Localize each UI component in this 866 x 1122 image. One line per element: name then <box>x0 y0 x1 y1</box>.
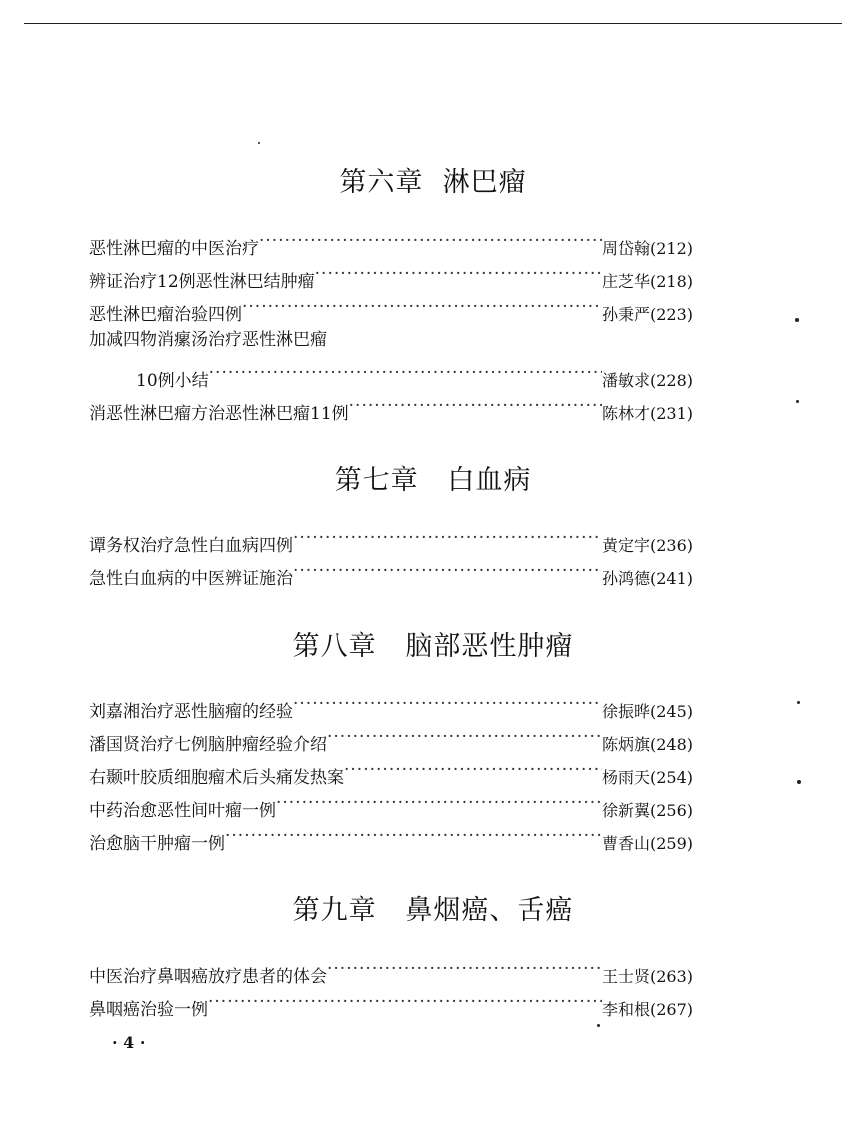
toc-entry[interactable] <box>89 823 693 854</box>
leader-dots <box>349 393 602 419</box>
chapter-title: 第七章 白血病 <box>334 465 532 496</box>
leader-dots <box>259 228 602 254</box>
entry-title: 鼻咽癌治验一例 <box>89 1000 208 1020</box>
entry-page: (245) <box>649 702 693 721</box>
entry-author: 陈炳旗 <box>601 735 650 754</box>
entry-page: (259) <box>649 834 693 853</box>
toc-entry[interactable] <box>89 790 693 821</box>
leader-dots <box>276 790 602 816</box>
entry-author: 黄定宇 <box>601 536 650 555</box>
toc-entry[interactable] <box>89 558 693 589</box>
leader-dots <box>242 294 602 320</box>
entry-page: (228) <box>649 371 693 390</box>
entry-author: 孙鸿德 <box>601 569 650 588</box>
entry-title: 右颞叶胶质细胞瘤术后头痛发热案 <box>89 768 344 788</box>
entry-page: (241) <box>649 569 693 588</box>
entry-title: 谭务权治疗急性白血病四例 <box>89 536 293 556</box>
leader-dots <box>293 691 602 717</box>
chapter-title: 第六章 淋巴瘤 <box>339 167 527 198</box>
entry-title: 中药治愈恶性间叶瘤一例 <box>89 801 276 821</box>
entry-author: 潘敏求 <box>601 371 650 390</box>
toc-entry[interactable] <box>89 525 693 556</box>
toc-entry[interactable] <box>89 691 693 722</box>
entry-page: (267) <box>649 1000 693 1019</box>
entry-page: (263) <box>649 967 693 986</box>
entry-title: 中医治疗鼻咽癌放疗患者的体会 <box>89 967 327 987</box>
entry-author: 李和根 <box>601 1000 650 1019</box>
leader-dots <box>344 757 602 783</box>
entry-page: (231) <box>649 404 693 423</box>
page-number: · 4 · <box>112 1033 146 1052</box>
entry-title: 治愈脑干肿瘤一例 <box>89 834 225 854</box>
entry-title: 急性白血病的中医辨证施治 <box>89 569 293 589</box>
toc-entry[interactable] <box>136 360 693 391</box>
leader-dots <box>293 525 602 551</box>
leader-dots <box>225 823 602 849</box>
leader-dots <box>327 724 602 750</box>
entry-page: (218) <box>649 272 693 291</box>
toc-entry[interactable] <box>89 294 693 325</box>
entry-author: 孙秉严 <box>601 305 650 324</box>
entry-author: 王士贤 <box>601 967 650 986</box>
entry-author: 曹香山 <box>601 834 650 853</box>
toc-entry[interactable] <box>89 724 693 755</box>
entry-title: 10例小结 <box>136 371 209 391</box>
entry-page: (248) <box>649 735 693 754</box>
leader-dots <box>327 956 602 982</box>
entry-title: 恶性淋巴瘤的中医治疗 <box>89 239 259 259</box>
entry-page: (254) <box>649 768 693 787</box>
entry-author: 陈林才 <box>601 404 650 423</box>
scan-speck <box>797 701 800 704</box>
leader-dots <box>208 989 602 1015</box>
leader-dots <box>293 558 602 584</box>
toc-entry[interactable] <box>89 261 693 292</box>
toc-entry[interactable] <box>89 757 693 788</box>
entry-author: 徐振晔 <box>601 702 650 721</box>
toc-entry[interactable] <box>89 989 693 1020</box>
chapter-title: 第八章 脑部恶性肿瘤 <box>292 631 574 662</box>
entry-title: 消恶性淋巴瘤方治恶性淋巴瘤11例 <box>89 404 349 424</box>
entry-title: 潘国贤治疗七例脑肿瘤经验介绍 <box>89 735 327 755</box>
top-rule <box>24 23 842 24</box>
entry-page: (212) <box>649 239 693 258</box>
toc-entry[interactable] <box>89 956 693 987</box>
entry-title: 恶性淋巴瘤治验四例 <box>89 305 242 325</box>
toc-entry[interactable] <box>89 228 693 259</box>
entry-author: 杨雨天 <box>601 768 650 787</box>
scan-speck <box>797 780 801 784</box>
entry-author: 庄芝华 <box>601 272 650 291</box>
entry-page: (223) <box>649 305 693 324</box>
entry-title: 辨证治疗12例恶性淋巴结肿瘤 <box>89 272 315 292</box>
scan-speck <box>795 318 799 322</box>
leader-dots <box>315 261 602 287</box>
scan-speck <box>796 400 799 403</box>
entry-title-line1[interactable]: 加减四物消瘰汤治疗恶性淋巴瘤 <box>89 330 327 350</box>
entry-author: 徐新翼 <box>601 801 650 820</box>
entry-title: 刘嘉湘治疗恶性脑瘤的经验 <box>89 702 293 722</box>
entry-author: 周岱翰 <box>601 239 650 258</box>
scan-speck <box>258 142 260 144</box>
entry-page: (236) <box>649 536 693 555</box>
scan-speck <box>597 1024 600 1027</box>
leader-dots <box>209 360 602 386</box>
chapter-title: 第九章 鼻烟癌、舌癌 <box>292 895 574 926</box>
toc-entry[interactable] <box>89 393 693 424</box>
entry-page: (256) <box>649 801 693 820</box>
